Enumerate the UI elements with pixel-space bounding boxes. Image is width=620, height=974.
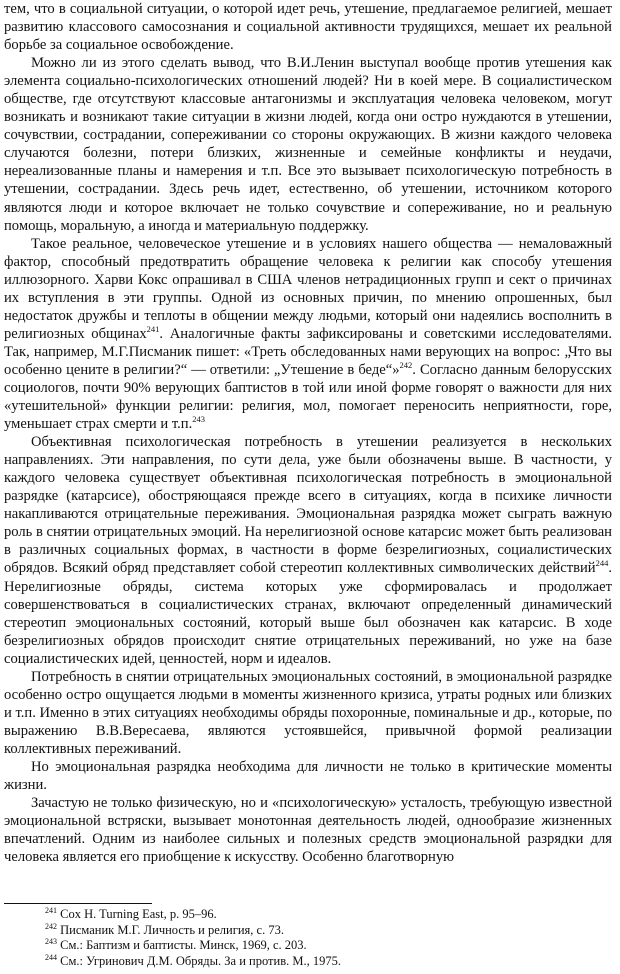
footnote-number: 242 [45, 921, 57, 931]
paragraph-text: . Согласно данным белорусских социологов, почти 90% верующих баптистов в той или иной форме говорят о важности для них «утешительной» функции религии: религия, мол, помогает переносить неприятности, горе, уменьшает страх смерти и т.п. [4, 361, 612, 433]
paragraph-text: Объективная психологическая потребность в утешении реализуется в нескольких направлениях. Эти направления, по сути дела, уже были обозначены выше. В частности, у каждого человека существует объективная психологическая потребность в эмоциональной разрядке (катарсисе), обостряющаяся прежде всего в ситуациях, когда в психике личности накапливаются отрицательные переживания. Эмоциональная разрядка может сыграть важную роль в снятии отрицательных эмоций. На нерелигиозной основе катарсис может быть реализован в различных социальных формах, в частности в форме безрелигиозных, социалистических обрядов. Всякий обряд представляет собой стереотип коллективных символических действий [4, 434, 612, 577]
footnotes [45, 907, 605, 969]
footnote-text: См.: Угринович Д.М. Обряды. За и против. М., 1975. [60, 953, 341, 968]
paragraph [4, 794, 612, 866]
paragraph-text: Зачастую не только физическую, но и «психологическую» усталость, требующую известной эмоциональной встряски, вызывает монотонная деятельность людей, однообразие жизненных впечатлений. Одним из наиболее сильных и полезных средств эмоциональной разрядки для человека является его приобщение к искусству. Особенно благотворную [4, 795, 612, 866]
footnote-number: 241 [45, 906, 57, 915]
footnote-reference: 242 [399, 359, 413, 370]
footnote [45, 938, 605, 954]
paragraph-text: Можно ли из этого сделать вывод, что В.И.Ленин выступал вообще против утешения как элемента социально-психологических отношений людей? Ни в коей мере. В социалистическом обществе, где отсутствуют классовые антагонизмы и эксплуатация человека человеком, могут возникать и возникают такие ситуации в жизни людей, когда они остро нуждаются в утешении, сочувствии, сострадании, сопереживании со стороны окружающих. В жизни каждого человека случаются болезни, потери близких, жизненные и семейные конфликты и неудачи, нереализованные планы и намерения и т.п. Все это вызывает психологическую потребность в утешении, сострадании. Здесь речь идет, естественно, об утешении, источником которого являются люди и которое включает не только сочувствие и сопереживание, но и реальную помощь, моральную, а иногда и материальную поддержку. [4, 55, 612, 234]
paragraph [4, 668, 612, 758]
paragraph [4, 235, 612, 434]
paragraph-text: Потребность в снятии отрицательных эмоциональных состояний, в эмоциональной разрядке особенно остро ощущается людьми в моменты жизненного кризиса, утраты родных или близких и т.п. Именно в этих ситуациях необходимы обряды похоронные, поминальные и др., которые, по выражению В.В.Вересаева, являются устоявшейся, привычной формой реализации коллективных переживаний. [4, 668, 612, 757]
body-text [4, 0, 612, 866]
footnote-reference: 241 [146, 323, 160, 334]
footnote-text: Писманик М.Г. Личность и религия, с. 73. [60, 922, 284, 937]
footnote [45, 907, 605, 923]
footnote-reference: 243 [192, 414, 205, 425]
paragraph [4, 0, 612, 54]
footnote [45, 954, 605, 970]
footnote-divider [4, 903, 152, 904]
footnote-text: См.: Баптизм и баптисты. Минск, 1969, с. 203. [60, 938, 307, 953]
footnote-reference: 244 [595, 558, 609, 569]
paragraph-text: тем, что в социальной ситуации, о которой идет речь, утешение, предлагаемое религией, мешает развитию классового самосознания и социальной активности трудящихся, мешает их реальной борьбе за социальное освобождение. [4, 1, 612, 54]
footnote-number: 244 [45, 952, 57, 962]
paragraph [4, 433, 612, 668]
paragraph-text: . Нерелигиозные обряды, система которых уже сформировалась и продолжает совершенствоваться в социалистических странах, включают определенный динамический стереотип эмоциональных состояний, который выше был обозначен как катарсис. В ходе безрелигиозных обрядов происходит снятие отрицательных переживаний, но уже на базе социалистических идей, ценностей, норм и идеалов. [4, 560, 612, 667]
paragraph-text: Такое реальное, человеческое утешение и в условиях нашего общества — немаловажный фактор, способный предотвратить обращение человека к религии как способу утешения иллюзорного. Харви Кокс опрашивал в США членов нетрадиционных групп и сект о причинах их вступления в эти группы. Одной из основных причин, по мнению опрошенных, был недостаток дружбы и теплоты в общении между людьми, который они надеялись восполнить в религиозных общинах [4, 235, 612, 342]
paragraph [4, 758, 612, 794]
footnote [45, 923, 605, 939]
footnote-number: 243 [45, 937, 57, 947]
footnote-text: Cox H. Turning East, p. 95–96. [60, 907, 217, 921]
paragraph-text: . Аналогичные факты зафиксированы и советскими исследователями. Так, например, М.Г.Писманик пишет: «Треть обследованных нами верующих на вопрос: „Что вы особенно цените в религии?“ — ответили: „Утешение в беде“» [4, 325, 613, 378]
paragraph-text: Но эмоциональная разрядка необходима для личности не только в критические моменты жизни. [4, 758, 612, 794]
paragraph [4, 54, 612, 234]
